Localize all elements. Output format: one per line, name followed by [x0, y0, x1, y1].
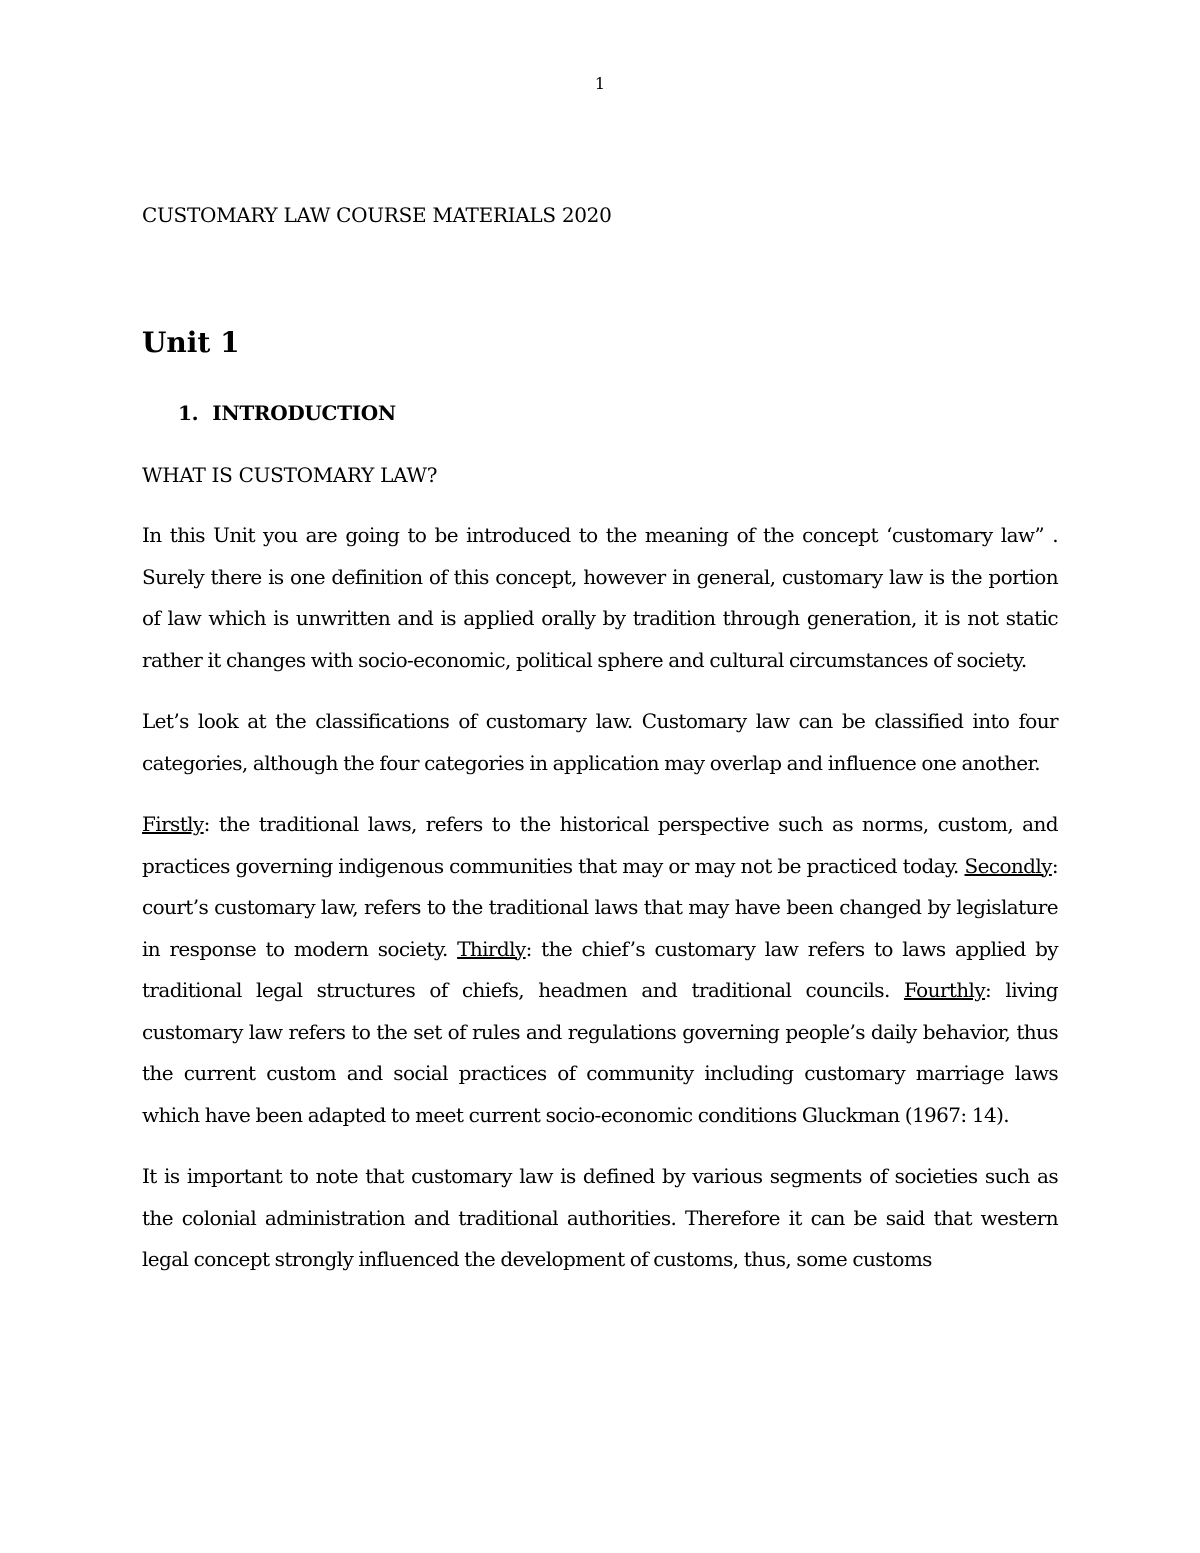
paragraph-classifications: Let’s look at the classifications of customary law. Customary law can be classified into four categories, although the four categories in application may overlap and influence one another.: [142, 709, 1058, 775]
section-number: 1.: [178, 401, 199, 425]
secondly-label: Secondly: [964, 853, 1052, 878]
fourthly-text: : living customary law refers to the set of rules and regulations governing people’s daily behavior, thus the current custom and social practices of community including customary marriage laws which have been adapted to meet current socio-economic conditions Gluckman (1967: 14).: [142, 978, 1058, 1127]
section-label: INTRODUCTION: [212, 401, 396, 425]
firstly-label: Firstly: [142, 812, 204, 836]
section-heading: [178, 401, 396, 425]
page-number: 1: [594, 74, 606, 93]
paragraph-definition-segments: It is important to note that customary law is defined by various segments of societies such as the colonial administration and traditional authorities. Therefore it can be said that western legal concept strongly influenced the development of customs, thus, some customs: [142, 1164, 1058, 1271]
firstly-text: : the traditional laws, refers to the historical perspective such as norms, custom, and practices governing indigenous communities that may or may not be practiced today.: [142, 812, 1058, 878]
thirdly-text: : the chief’s customary law refers to laws applied by traditional legal structures of chiefs, headmen and traditional councils.: [142, 936, 1059, 1002]
thirdly-label: Thirdly: [457, 936, 526, 961]
document-title: CUSTOMARY LAW COURSE MATERIALS 2020: [142, 203, 612, 227]
fourthly-label: Fourthly: [903, 978, 986, 1002]
question-heading: WHAT IS CUSTOMARY LAW?: [142, 463, 438, 487]
unit-heading: Unit 1: [142, 326, 240, 359]
paragraph-categories: [142, 804, 1058, 1136]
document-body: [142, 515, 1058, 1281]
paragraph-introduction: In this Unit you are going to be introduced to the meaning of the concept ‘customary law” . Surely there is one definition of this concept, however in general, customary law is the portion of law which is unwritten and is applied orally by tradition through generation, it is not static rather it changes with socio-economic, political sphere and cultural circumstances of society.: [142, 523, 1058, 672]
secondly-text: : court’s customary law, refers to the traditional laws that may have been changed by legislature in response to modern society.: [142, 853, 1058, 961]
